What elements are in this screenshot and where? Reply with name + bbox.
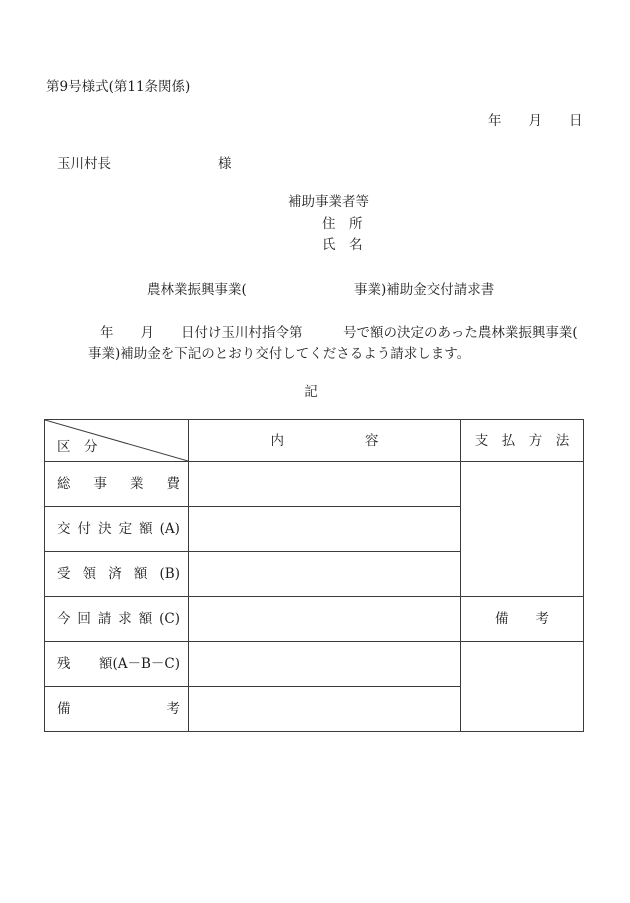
address-label: 住 所 (322, 216, 363, 232)
label-segment: 額 (139, 521, 153, 537)
row-label-grant-decided (45, 507, 189, 552)
payment-method-cell-bottom (461, 642, 584, 732)
label-segment: 額 (133, 566, 148, 582)
label-segment: 付 (77, 521, 92, 537)
label-segment: 業 (130, 476, 144, 492)
addressee-name: 玉川村長 (57, 156, 111, 172)
label-segment: 額(A－B－C) (98, 656, 180, 672)
table-row-total-cost (45, 462, 584, 507)
row-label-received (45, 552, 189, 597)
content-cell-total-cost (189, 462, 461, 507)
label-segment: (C) (159, 611, 180, 627)
label-segment: 備 (57, 701, 71, 717)
honorific: 様 (218, 156, 232, 172)
label-segment: (B) (159, 566, 180, 582)
label-segment: 総 (57, 476, 71, 492)
row-label-text (45, 655, 188, 673)
date-line: 年 月 日 (488, 113, 583, 129)
row-label-text (45, 610, 188, 628)
row-label-text (45, 565, 188, 583)
content-header-cell: 内 容 (189, 420, 461, 462)
payment-method-cell-top (461, 462, 584, 597)
body-text-line1: 年 月 日付け玉川村指令第 号で額の決定のあった農林業振興事業( (100, 325, 578, 341)
label-segment: (A) (159, 521, 180, 537)
label-segment: 定 (118, 521, 133, 537)
label-segment: 回 (77, 611, 91, 627)
table-row-balance (45, 642, 584, 687)
record-mark: 記 (304, 384, 318, 400)
name-label: 氏 名 (322, 237, 363, 253)
label-segment: 済 (108, 566, 122, 582)
row-label-current-request (45, 597, 189, 642)
label-segment: 残 (57, 656, 71, 672)
row-label-text (45, 475, 188, 493)
row-label-balance (45, 642, 189, 687)
label-segment: 額 (138, 611, 153, 627)
content-cell-current-request (189, 597, 461, 642)
row-label-remarks (45, 687, 189, 732)
table-row-current-request (45, 597, 584, 642)
row-label-total-cost (45, 462, 189, 507)
label-segment: 請 (97, 611, 112, 627)
form-number: 第9号様式(第11条関係) (46, 79, 191, 95)
addressee-line (57, 155, 232, 173)
body-text-line2: 事業)補助金を下記のとおり交付してくださるよう請求します。 (88, 346, 471, 362)
table-header-row (45, 420, 584, 462)
category-header-cell (45, 420, 189, 462)
category-header-label: 区 分 (57, 439, 98, 455)
label-segment: 決 (98, 521, 112, 537)
request-table (44, 419, 584, 732)
content-cell-remarks (189, 687, 461, 732)
label-segment: 領 (82, 566, 97, 582)
label-segment: 費 (166, 476, 180, 492)
label-segment: 交 (57, 521, 71, 537)
content-cell-grant-decided (189, 507, 461, 552)
document-title-suffix: 事業)補助金交付請求書 (354, 282, 495, 298)
applicant-label: 補助事業者等 (288, 194, 369, 210)
row-label-text (45, 520, 188, 538)
label-segment: 事 (93, 476, 107, 492)
payment-method-header-cell: 支 払 方 法 (461, 420, 584, 462)
content-cell-received (189, 552, 461, 597)
label-segment: 今 (57, 611, 71, 627)
label-segment: 考 (166, 701, 180, 717)
label-segment: 受 (57, 566, 71, 582)
payment-column-remarks-cell: 備 考 (461, 597, 584, 642)
label-segment: 求 (118, 611, 132, 627)
content-cell-balance (189, 642, 461, 687)
row-label-text (45, 700, 188, 718)
document-title-prefix: 農林業振興事業( (147, 282, 247, 298)
